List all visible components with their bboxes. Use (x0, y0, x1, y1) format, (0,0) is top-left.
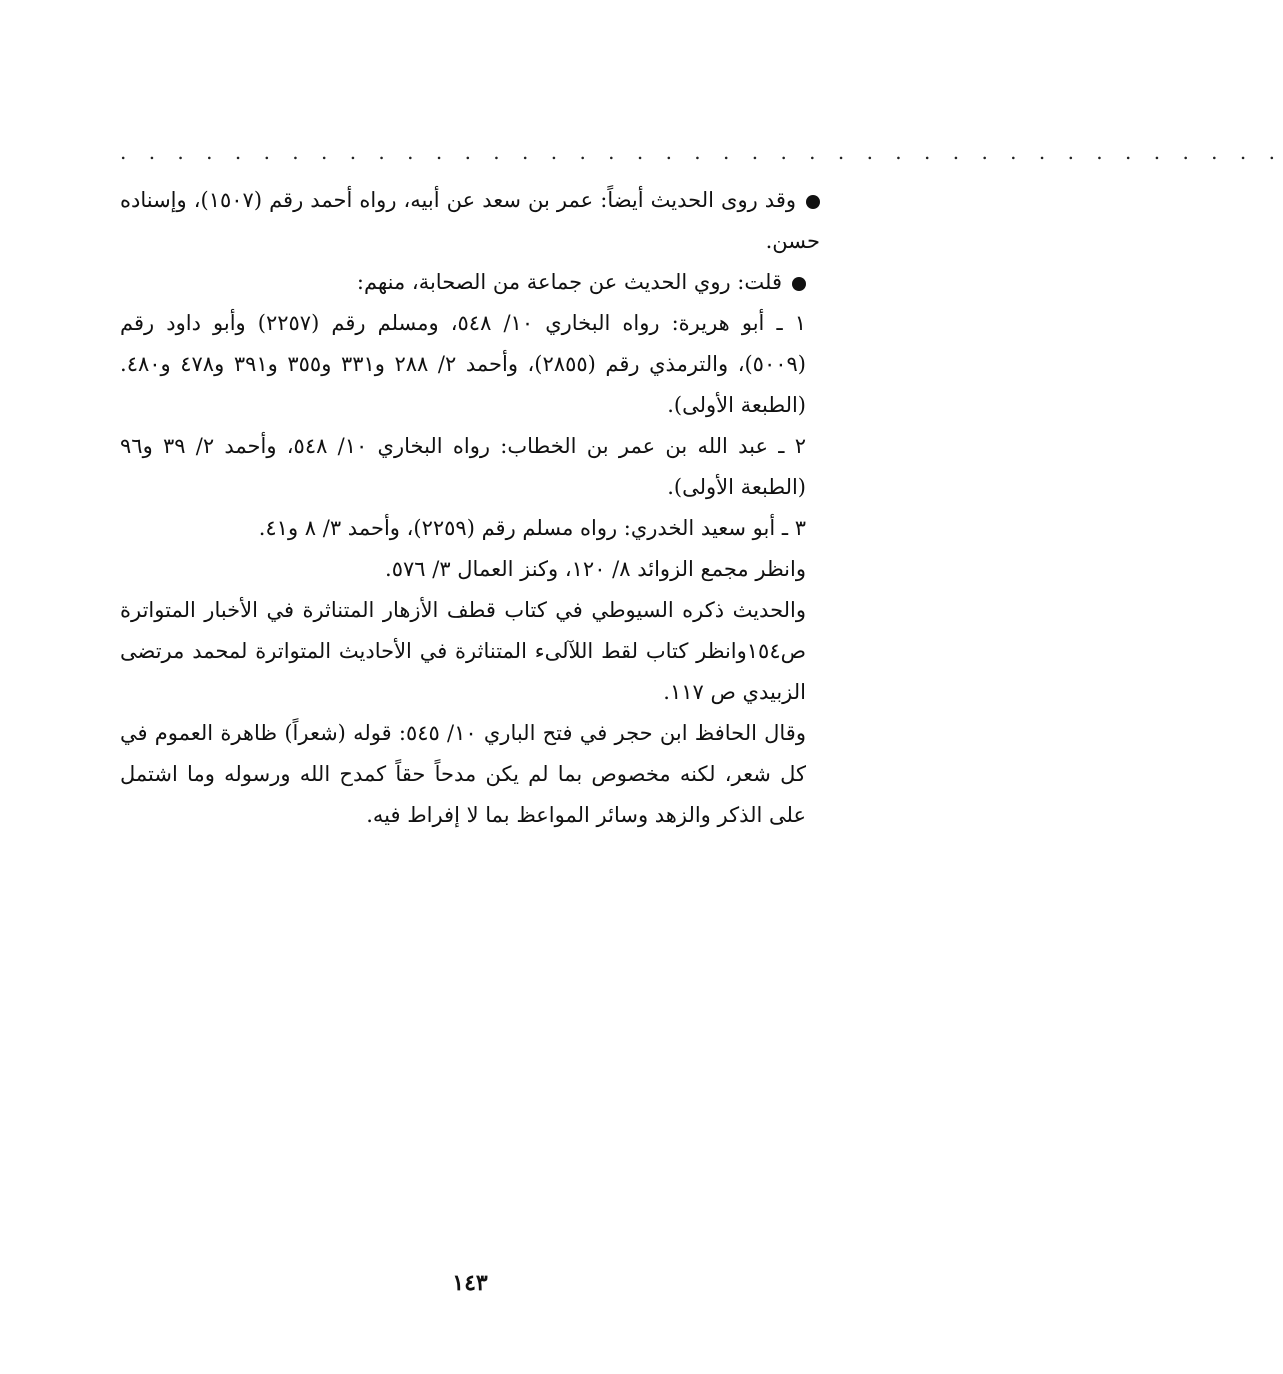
paragraph-abu-hurairah (120, 303, 820, 426)
separator-dots: . . . . . . . . . . . . . . . . . . . . . . . . . . . . . . . . . . . . . . . . . (120, 140, 1283, 164)
paragraph-ibn-hajar (120, 713, 820, 836)
bullet-icon (806, 195, 820, 209)
paragraph-text: قلت: روي الحديث عن جماعة من الصحابة، منهم: (356, 270, 782, 294)
paragraph-see-also (120, 549, 820, 590)
page-number: ١٤٣ (452, 1270, 488, 1296)
paragraph-text: ١ ـ أبو هريرة: رواه البخاري ١٠/ ٥٤٨، ومسلم رقم (٢٢٥٧) وأبو داود رقم (٥٠٠٩)، والترمذي رقم (٢٨٥٥)، وأحمد ٢/ ٢٨٨ و٣٣١ و٣٥٥ و٣٩١ و٤٧٨ و٤٨٠. (الطبعة الأولى). (120, 311, 806, 417)
page (120, 0, 1283, 1374)
paragraph-text: وقد روى الحديث أيضاً: عمر بن سعد عن أبيه، رواه أحمد رقم (١٥٠٧)، وإسناده حسن. (120, 188, 820, 253)
paragraph-suyuti (120, 590, 820, 713)
paragraph-text: ٣ ـ أبو سعيد الخدري: رواه مسلم رقم (٢٢٥٩)، وأحمد ٣/ ٨ و٤١. (258, 516, 806, 540)
paragraph-text: والحديث ذكره السيوطي في كتاب قطف الأزهار المتناثرة في الأخبار المتواترة ص١٥٤وانظر كتاب لقط اللآلىء المتناثرة في الأحاديث المتواترة لمحمد مرتضى الزبيدي ص ١١٧. (120, 598, 806, 704)
paragraph-text: ٢ ـ عبد الله بن عمر بن الخطاب: رواه البخاري ١٠/ ٥٤٨، وأحمد ٢/ ٣٩ و٩٦ (الطبعة الأولى). (120, 434, 806, 499)
paragraph-companions-intro (120, 262, 820, 303)
paragraph-abu-said (120, 508, 820, 549)
bullet-icon (792, 277, 806, 291)
body-text (120, 180, 820, 836)
paragraph-text: وانظر مجمع الزوائد ٨/ ١٢٠، وكنز العمال ٣/ ٥٧٦. (385, 557, 806, 581)
paragraph-ibn-umar (120, 426, 820, 508)
paragraph-narration (120, 180, 820, 262)
paragraph-text: وقال الحافظ ابن حجر في فتح الباري ١٠/ ٥٤٥: قوله (شعراً) ظاهرة العموم في كل شعر، لكنه مخصوص بما لم يكن مدحاً حقاً كمدح الله ورسوله وما اشتمل على الذكر والزهد وسائر المواعظ بما لا إفراط فيه. (120, 721, 806, 827)
